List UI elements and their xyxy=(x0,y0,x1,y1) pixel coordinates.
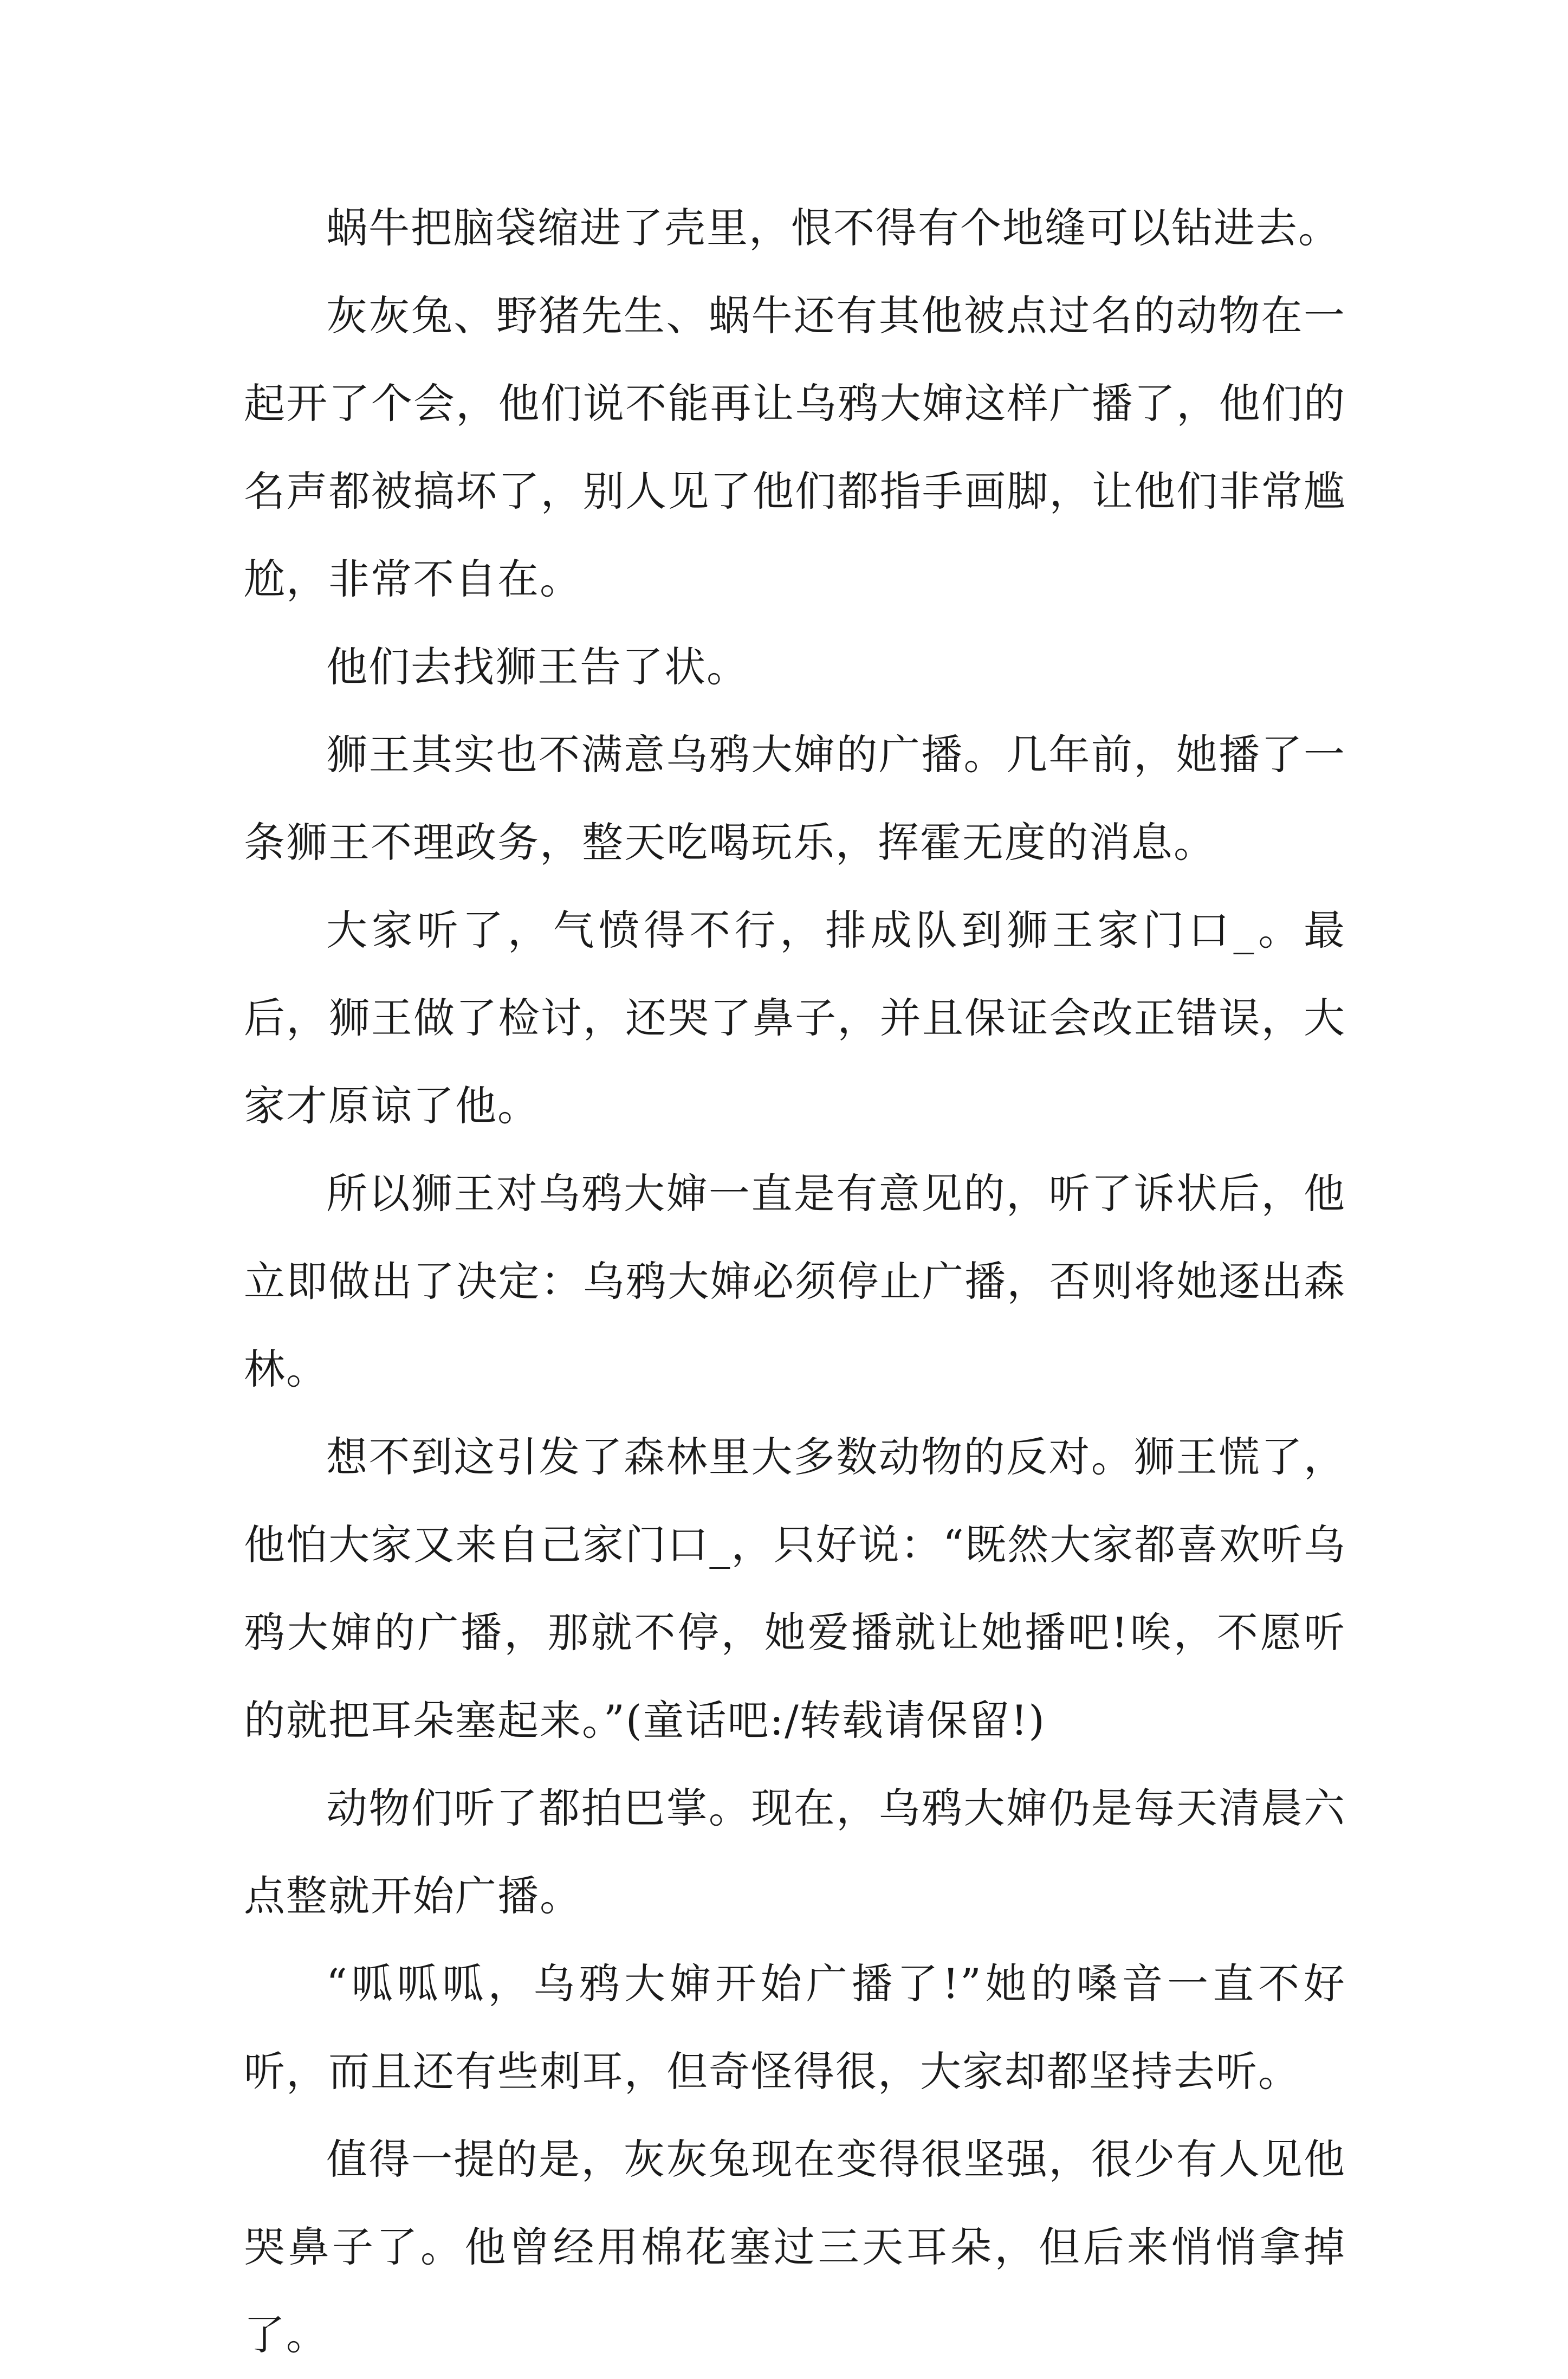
paragraph: 想不到这引发了森林里大多数动物的反对。狮王慌了，他怕大家又来自己家门口_，只好说：“既然大家都喜欢听乌鸦大婶的广播，那就不停，她爱播就让她播吧!唉，不愿听的就把耳朵塞起来。”(童话吧:/转载请保留!) xyxy=(244,1433,1346,1744)
paragraph: 狮王其实也不满意乌鸦大婶的广播。几年前，她播了一条狮王不理政务，整天吃喝玩乐，挥霍无度的消息。 xyxy=(244,730,1346,867)
paragraph: 值得一提的是，灰灰兔现在变得很坚强，很少有人见他哭鼻子了。他曾经用棉花塞过三天耳朵，但后来悄悄拿掉了。 xyxy=(244,2135,1346,2359)
paragraph: 动物们听了都拍巴掌。现在，乌鸦大婶仍是每天清晨六点整就开始广播。 xyxy=(244,1784,1346,1920)
paragraph: 他们去找狮王告了状。 xyxy=(326,643,749,691)
paragraph: 大家听了，气愤得不行，排成队到狮王家门口_。最后，狮王做了检讨，还哭了鼻子，并且保证会改正错误，大家才原谅了他。 xyxy=(244,906,1346,1130)
paragraph: 灰灰兔、野猪先生、蜗牛还有其他被点过名的动物在一起开了个会，他们说不能再让乌鸦大婶这样广播了，他们的名声都被搞坏了，别人见了他们都指手画脚，让他们非常尴尬，非常不自在。 xyxy=(244,292,1346,603)
paragraph: “呱呱呱，乌鸦大婶开始广播了!”她的嗓音一直不好听，而且还有些刺耳，但奇怪得很，大家却都坚持去听。 xyxy=(244,1960,1346,2096)
paragraph: 所以狮王对乌鸦大婶一直是有意见的，听了诉状后，他立即做出了决定：乌鸦大婶必须停止广播，否则将她逐出森林。 xyxy=(244,1169,1346,1393)
paragraph: 蜗牛把脑袋缩进了壳里，恨不得有个地缝可以钻进去。 xyxy=(326,204,1340,252)
document-body xyxy=(244,184,1346,2379)
